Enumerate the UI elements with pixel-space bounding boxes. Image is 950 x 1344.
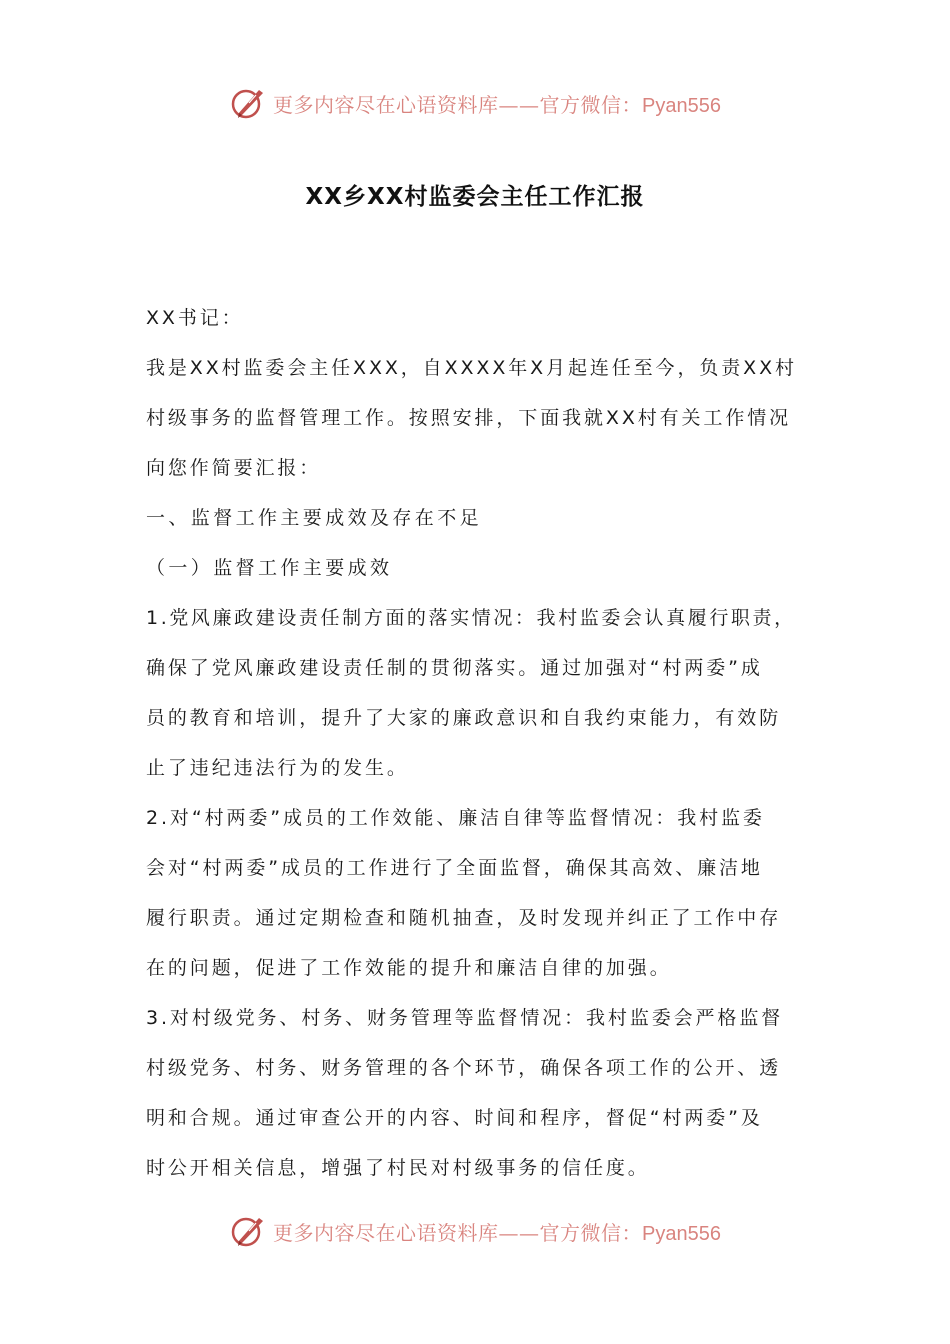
watermark-brand-text: 更多内容尽在心语资料库: [273, 1220, 499, 1245]
paragraph-line: 3.对村级党务、村务、财务管理等监督情况：我村监委会严格监督: [146, 1007, 784, 1029]
subsection-heading: （一）监督工作主要成效: [146, 557, 393, 579]
paragraph-line: 会对“村两委”成员的工作进行了全面监督，确保其高效、廉洁地: [146, 857, 763, 879]
paragraph-line: 向您作简要汇报：: [146, 457, 322, 479]
paragraph-line: 2.对“村两委”成员的工作效能、廉洁自律等监督情况：我村监委: [146, 807, 765, 829]
watermark-separator: ——: [498, 92, 540, 117]
paragraph-line: 明和合规。通过审查公开的内容、时间和程序，督促“村两委”及: [146, 1107, 763, 1129]
paragraph-line: 止了违纪违法行为的发生。: [146, 757, 409, 779]
paragraph-line: 村级党务、村务、财务管理的各个环节，确保各项工作的公开、透: [146, 1057, 782, 1079]
watermark-wechat-label: 官方微信：: [539, 92, 643, 117]
footer-watermark-banner: [0, 1209, 950, 1253]
watermark-text: [273, 1217, 721, 1246]
quill-pen-logo-icon: [229, 84, 267, 122]
quill-pen-logo-icon: [229, 1212, 267, 1250]
salutation-line: XX书记：: [146, 307, 244, 329]
watermark-wechat-id: Pyan556: [642, 94, 721, 117]
paragraph-line: 在的问题，促进了工作效能的提升和廉洁自律的加强。: [146, 957, 672, 979]
section-heading: 一、监督工作主要成效及存在不足: [146, 507, 483, 529]
paragraph-line: 1.党风廉政建设责任制方面的落实情况：我村监委会认真履行职责，: [146, 607, 796, 629]
watermark-brand-text: 更多内容尽在心语资料库: [273, 92, 499, 117]
header-watermark-banner: [0, 81, 950, 125]
paragraph-line: 时公开相关信息，增强了村民对村级事务的信任度。: [146, 1157, 650, 1179]
watermark-wechat-label: 官方微信：: [539, 1220, 643, 1245]
paragraph-line: 确保了党风廉政建设责任制的贯彻落实。通过加强对“村两委”成: [146, 657, 763, 679]
paragraph-line: 履行职责。通过定期检查和随机抽查，及时发现并纠正了工作中存: [146, 907, 782, 929]
document-title: XX乡XX村监委会主任工作汇报: [305, 184, 645, 210]
paragraph-line: 村级事务的监督管理工作。按照安排，下面我就XX村有关工作情况: [146, 407, 792, 429]
paragraph-line: 我是XX村监委会主任XXX，自XXXX年X月起连任至今，负责XX村: [146, 357, 797, 379]
watermark-wechat-id: Pyan556: [642, 1222, 721, 1245]
paragraph-line: 员的教育和培训，提升了大家的廉政意识和自我约束能力，有效防: [146, 707, 782, 729]
watermark-text: [273, 89, 721, 118]
watermark-separator: ——: [498, 1220, 540, 1245]
document-body: [146, 293, 812, 1193]
